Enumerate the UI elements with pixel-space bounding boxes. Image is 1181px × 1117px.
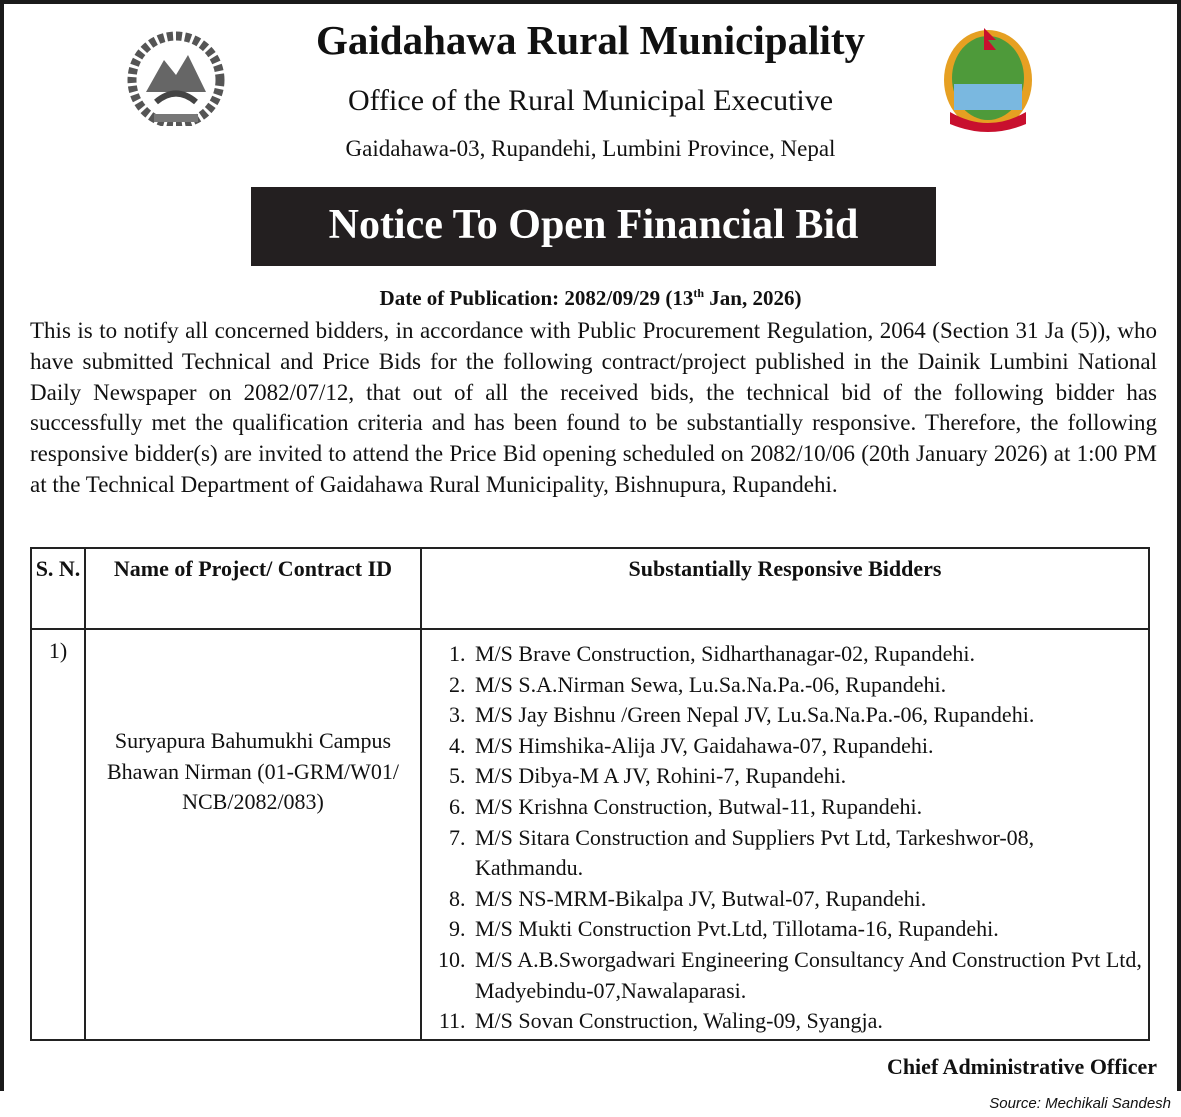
table-row <box>31 629 1149 1040</box>
list-item: 8. M/S NS-MRM-Bikalpa JV, Butwal-07, Rupandehi. <box>471 884 1147 915</box>
office-subtitle: Office of the Rural Municipal Executive <box>347 84 834 117</box>
publication-date <box>0 286 1181 311</box>
date-sup: th <box>693 286 705 300</box>
list-item: 6. M/S Krishna Construction, Butwal-11, Rupandehi. <box>471 792 1147 823</box>
bidders-table <box>30 547 1150 1041</box>
header-bidders: Substantially Responsive Bidders <box>421 548 1149 629</box>
project-name: Suryapura Bahumukhi Campus Bhawan Nirman (01-GRM/W01/ NCB/2082/083) <box>106 728 400 814</box>
notice-title-banner: Notice To Open Financial Bid <box>251 187 936 266</box>
list-item: 1. M/S Brave Construction, Sidharthanagar-02, Rupandehi. <box>471 639 1147 670</box>
signatory: Chief Administrative Officer <box>886 1054 1157 1079</box>
list-item: 3. M/S Jay Bishnu /Green Nepal JV, Lu.Sa.Na.Pa.-06, Rupandehi. <box>471 700 1147 731</box>
list-item: 9. M/S Mukti Construction Pvt.Ltd, Tillotama-16, Rupandehi. <box>471 914 1147 945</box>
municipality-title: Gaidahawa Rural Municipality <box>315 17 865 63</box>
header-project: Name of Project/ Contract ID <box>85 548 421 629</box>
list-item: 11. M/S Sovan Construction, Waling-09, Syangja. <box>471 1006 1147 1037</box>
date-suffix: Jan, 2026) <box>704 286 802 310</box>
list-item: 10. M/S A.B.Sworgadwari Engineering Consultancy And Construction Pvt Ltd, Madyebindu-07,Nawalaparasi. <box>471 945 1147 1006</box>
list-item: 4. M/S Himshika-Alija JV, Gaidahawa-07, Rupandehi. <box>471 731 1147 762</box>
row-bidders <box>421 629 1149 1040</box>
notice-body: This is to notify all concerned bidders, in accordance with Public Procurement Regulation, 2064 (Section 31 Ja (5)), who have submitted Technical and Price Bids for the following contract/project published in the Dainik Lumbini National Daily Newspaper on 2082/07/12, that out of all the received bids, the technical bid of the following bidder has successfully met the qualification criteria and has been found to be substantially responsive. Therefore, the following responsive bidder(s) are invited to attend the Price Bid opening scheduled on 2082/10/06 (20th January 2026) at 1:00 PM at the Technical Department of Gaidahawa Rural Municipality, Bishnupura, Rupandehi. <box>30 318 1157 497</box>
office-address: Gaidahawa-03, Rupandehi, Lumbini Province, Nepal <box>345 136 836 161</box>
bidder-list <box>423 639 1147 1037</box>
row-project <box>85 629 421 1040</box>
source-credit: Source: Mechikali Sandesh <box>989 1095 1171 1112</box>
list-item: 2. M/S S.A.Nirman Sewa, Lu.Sa.Na.Pa.-06, Rupandehi. <box>471 670 1147 701</box>
date-prefix: Date of Publication: 2082/09/29 (13 <box>379 286 694 310</box>
list-item: 7. M/S Sitara Construction and Suppliers Pvt Ltd, Tarkeshwor-08, Kathmandu. <box>471 823 1147 884</box>
row-sn: 1) <box>31 629 85 1040</box>
header-sn: S. N. <box>31 548 85 629</box>
list-item: 5. M/S Dibya-M A JV, Rohini-7, Rupandehi. <box>471 761 1147 792</box>
table-header-row <box>31 548 1149 629</box>
